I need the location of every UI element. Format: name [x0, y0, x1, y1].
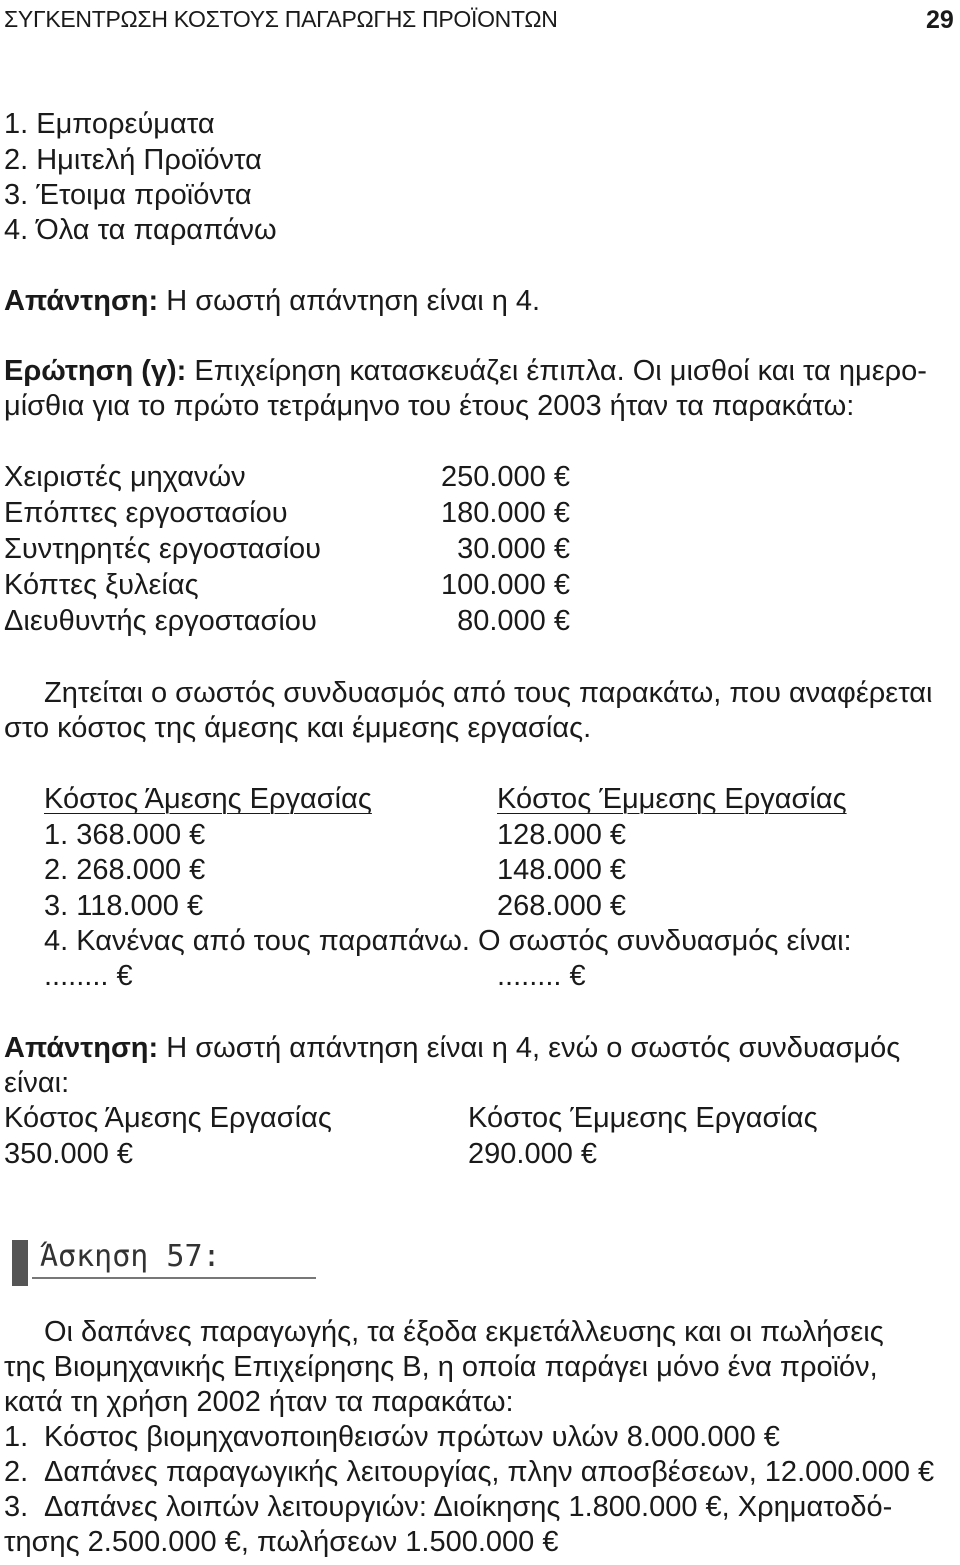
answer-value-direct: 350.000 €: [4, 1138, 134, 1170]
wage-value: 250.000 €: [440, 461, 570, 493]
exercise-item-number: 2.: [4, 1456, 29, 1488]
choice-direct: 1. 368.000 €: [44, 819, 206, 851]
exercise-item-text: Δαπάνες λοιπών λειτουργιών: Διοίκησης 1.800.000 €, Χρηματοδό-: [44, 1491, 893, 1523]
question-text: Επιχείρηση κατασκευάζει έπιπλα. Οι μισθοί και τα ημερο-: [186, 355, 927, 387]
answer-label: Απάντηση:: [4, 1032, 159, 1064]
option-1: 1. Εμπορεύματα: [4, 108, 215, 140]
wage-label: Κόπτες ξυλείας: [4, 569, 199, 601]
choice-4: 4. Κανένας από τους παραπάνω. Ο σωστός συνδυασμός είναι:: [44, 925, 852, 957]
answer-a: [4, 287, 540, 316]
choice-direct: 2. 268.000 €: [44, 854, 206, 886]
answer-c-line1: [4, 1034, 900, 1063]
blank-indirect: ........ €: [497, 960, 586, 992]
page-number: 29: [926, 6, 954, 34]
prompt-line1: Ζητείται ο σωστός συνδυασμός από τους παρακάτω, που αναφέρεται: [44, 677, 933, 709]
exercise-item-continuation: τησης 2.500.000 €, πωλήσεων 1.500.000 €: [4, 1526, 559, 1558]
question-c-line1: [4, 357, 927, 386]
wage-value: 100.000 €: [440, 569, 570, 601]
prompt-line2: στο κόστος της άμεσης και έμμεσης εργασίας.: [4, 712, 592, 744]
option-2: 2. Ημιτελή Προϊόντα: [4, 144, 262, 176]
running-header-title: ΣΥΓΚΕΝΤΡΩΣΗ ΚΟΣΤΟΥΣ ΠΑΓΑΡΩΓΗΣ ΠΡΟΪΟΝΤΩΝ: [4, 6, 558, 32]
exercise-title-rule: [32, 1277, 316, 1279]
exercise-title: Άσκηση 57:: [40, 1239, 221, 1274]
question-label: Ερώτηση (γ):: [4, 355, 187, 387]
exercise-item-number: 1.: [4, 1421, 29, 1453]
question-c-line2: μίσθια για το πρώτο τετράμηνο του έτους 2003 ήταν τα παρακάτω:: [4, 390, 855, 422]
answer-text: Η σωστή απάντηση είναι η 4, ενώ ο σωστός συνδυασμός: [158, 1032, 901, 1064]
answer-header-direct: Κόστος Άμεσης Εργασίας: [4, 1102, 332, 1134]
choice-direct: 3. 118.000 €: [44, 890, 204, 922]
answer-header-indirect: Κόστος Έμμεσης Εργασίας: [468, 1102, 818, 1134]
wage-label: Συντηρητές εργοστασίου: [4, 533, 322, 565]
exercise-item-number: 3.: [4, 1491, 29, 1523]
wage-label: Επόπτες εργοστασίου: [4, 497, 288, 529]
wage-value: 180.000 €: [440, 497, 570, 529]
wage-value: 30.000 €: [457, 533, 570, 565]
blank-direct: ........ €: [44, 960, 133, 992]
option-4: 4. Όλα τα παραπάνω: [4, 214, 277, 246]
choices-header-indirect: Κόστος Έμμεσης Εργασίας: [497, 783, 847, 815]
answer-text: Η σωστή απάντηση είναι η 4.: [158, 285, 541, 317]
answer-value-indirect: 290.000 €: [468, 1138, 598, 1170]
choice-indirect: 148.000 €: [497, 854, 627, 886]
choice-indirect: 128.000 €: [497, 819, 627, 851]
answer-label: Απάντηση:: [4, 285, 159, 317]
exercise-item-text: Κόστος βιομηχανοποιηθεισών πρώτων υλών 8.000.000 €: [44, 1421, 780, 1453]
answer-c-line2: είναι:: [4, 1067, 70, 1099]
wage-value: 80.000 €: [457, 605, 570, 637]
exercise-intro-line: Οι δαπάνες παραγωγής, τα έξοδα εκμετάλλευσης και οι πωλήσεις: [44, 1316, 884, 1348]
choices-header-direct: Κόστος Άμεσης Εργασίας: [44, 783, 372, 815]
exercise-marker-bar: [12, 1240, 28, 1286]
choice-indirect: 268.000 €: [497, 890, 627, 922]
exercise-intro-line: κατά τη χρήση 2002 ήταν τα παρακάτω:: [4, 1386, 514, 1418]
option-3: 3. Έτοιμα προϊόντα: [4, 179, 252, 211]
exercise-intro-line: της Βιομηχανικής Επιχείρησης Β, η οποία παράγει μόνο ένα προϊόν,: [4, 1351, 878, 1383]
wage-label: Διευθυντής εργοστασίου: [4, 605, 317, 637]
wage-label: Χειριστές μηχανών: [4, 461, 246, 493]
exercise-item-text: Δαπάνες παραγωγικής λειτουργίας, πλην αποσβέσεων, 12.000.000 €: [44, 1456, 935, 1488]
